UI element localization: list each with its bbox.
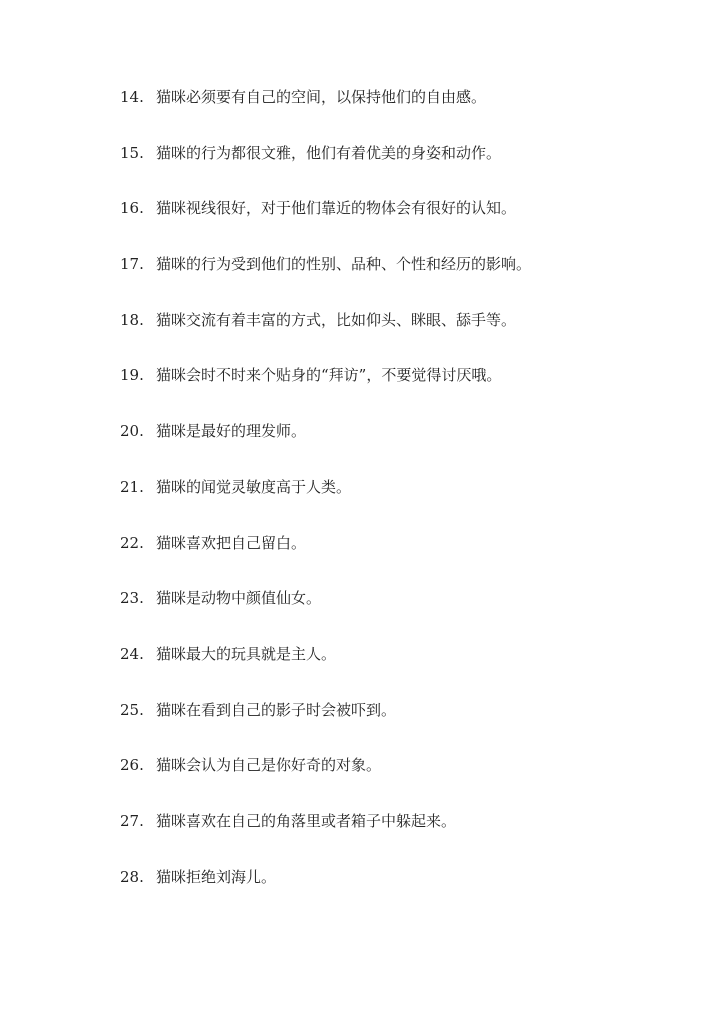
item-number: 16. [120,199,144,218]
list-item [120,476,531,532]
list-item [120,420,531,476]
item-text: 猫咪的行为受到他们的性别、品种、个性和经历的影响。 [156,255,532,274]
item-text: 猫咪会认为自己是你好奇的对象。 [156,756,382,775]
list-item [120,253,531,309]
item-number: 15. [120,143,144,162]
list-item [120,364,531,420]
numbered-list [120,86,531,921]
item-number: 24. [120,644,144,663]
item-text: 猫咪最大的玩具就是主人。 [156,644,337,663]
item-number: 21. [120,477,144,496]
list-item [120,810,531,866]
item-number: 18. [120,310,144,329]
item-text: 猫咪喜欢在自己的角落里或者箱子中躲起来。 [156,811,457,830]
list-item [120,86,531,142]
item-number: 25. [120,700,144,719]
item-number: 20. [120,422,144,441]
item-number: 23. [120,589,144,608]
list-item [120,197,531,253]
item-number: 27. [120,811,144,830]
item-number: 28. [120,867,144,886]
item-number: 19. [120,366,144,385]
item-text: 猫咪拒绝刘海儿。 [156,867,277,886]
list-item [120,699,531,755]
list-item [120,866,531,922]
item-text: 猫咪会时不时来个贴身的“拜访”，不要觉得讨厌哦。 [156,366,502,385]
list-item [120,142,531,198]
item-text: 猫咪在看到自己的影子时会被吓到。 [156,700,397,719]
list-item [120,309,531,365]
item-number: 22. [120,533,144,552]
item-text: 猫咪是动物中颜值仙女。 [156,589,322,608]
item-text: 猫咪交流有着丰富的方式，比如仰头、眯眼、舔手等。 [156,310,517,329]
item-text: 猫咪的行为都很文雅，他们有着优美的身姿和动作。 [156,143,502,162]
item-number: 14. [120,88,144,106]
item-text: 猫咪是最好的理发师。 [156,422,307,441]
item-text: 猫咪必须要有自己的空间，以保持他们的自由感。 [156,88,487,106]
list-item [120,532,531,588]
list-item [120,587,531,643]
item-number: 17. [120,255,144,274]
item-number: 26. [120,756,144,775]
item-text: 猫咪喜欢把自己留白。 [156,533,307,552]
item-text: 猫咪的闻觉灵敏度高于人类。 [156,477,352,496]
item-text: 猫咪视线很好，对于他们靠近的物体会有很好的认知。 [156,199,517,218]
list-item [120,754,531,810]
list-item [120,643,531,699]
